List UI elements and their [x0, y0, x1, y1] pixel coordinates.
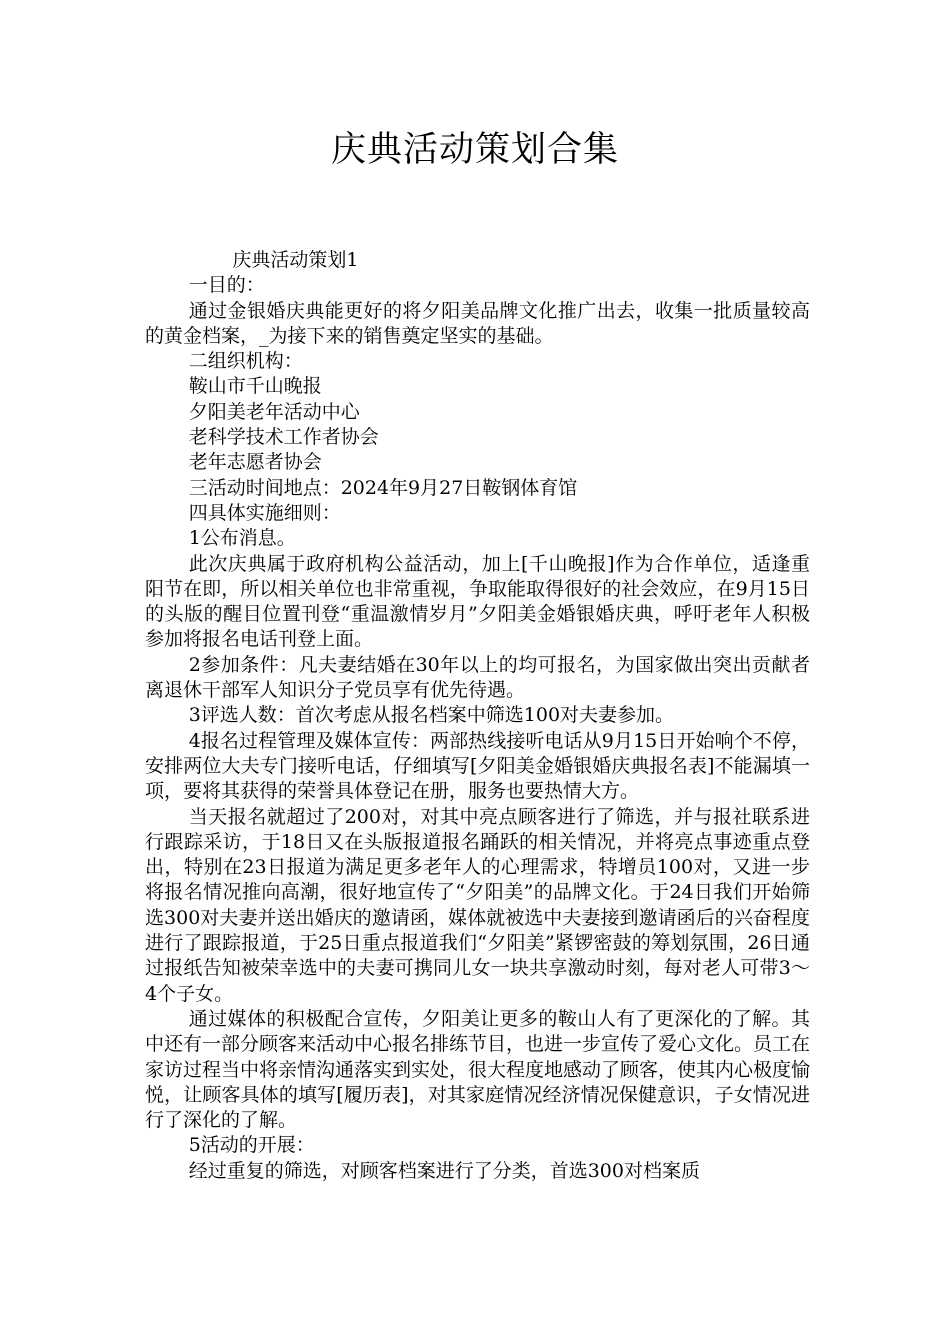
paragraph: 当天报名就超过了200对，对其中亮点顾客进行了筛选，并与报社联系进行跟踪采访，于18日又在头版报道报名踊跃的相关情况，并将亮点事迹重点登出，特别在23日报道为满足更多老年人的心理需求，特增员100对，又进一步将报名情况推向高潮，很好地宣传了“夕阳美”的品牌文化。于24日我们开始筛选300对夫妻并送出婚庆的邀请函，媒体就被选中夫妻接到邀请函后的兴奋程度进行了跟踪报道，于25日重点报道我们“夕阳美”紧锣密鼓的筹划氛围，26日通过报纸告知被荣幸选中的夫妻可携同儿女一块共享激动时刻，每对老人可带3～4个子女。 — [145, 805, 810, 1005]
paragraph: 四具体实施细则： — [188, 501, 341, 524]
paragraph: 经过重复的筛选，对顾客档案进行了分类，首选300对档案质 — [188, 1159, 700, 1182]
paragraph: 4报名过程管理及媒体宣传：两部热线接听电话从9月15日开始响个不停，安排两位大夫专门接听电话，仔细填写[夕阳美金婚银婚庆典报名表]不能漏填一项，要将其获得的荣誉具体登记在册，服务也要热情大方。 — [145, 729, 810, 803]
paragraph: 一目的： — [188, 274, 265, 297]
paragraph: 鞍山市千山晚报 — [188, 375, 322, 398]
paragraph: 二组织机构： — [188, 350, 303, 373]
paragraph: 通过金银婚庆典能更好的将夕阳美品牌文化推广出去，收集一批质量较高的黄金档案，_为接下来的销售奠定坚实的基础。 — [145, 299, 810, 347]
paragraph: 5活动的开展： — [188, 1134, 315, 1157]
paragraph: 通过媒体的积极配合宣传，夕阳美让更多的鞍山人有了更深化的了解。其中还有一部分顾客来活动中心报名排练节目，也进一步宣传了爱心文化。员工在家访过程当中将亲情沟通落实到实处，很大程度地感动了顾客，使其内心极度愉悦，让顾客具体的填写[履历表]，对其家庭情况经济情况保健意识，子女情况进行了深化的了解。 — [145, 1007, 811, 1132]
paragraph: 1公布消息。 — [188, 527, 296, 550]
paragraph: 三活动时间地点：2024年9月27日鞍钢体育馆 — [188, 476, 578, 499]
paragraph: 老科学技术工作者协会 — [188, 426, 379, 449]
paragraph: 老年志愿者协会 — [188, 451, 322, 474]
paragraph: 夕阳美老年活动中心 — [188, 400, 360, 423]
document-body — [145, 248, 810, 1184]
paragraph: 2参加条件：凡夫妻结婚在30年以上的均可报名，为国家做出突出贡献者离退休干部军人知识分子党员享有优先待遇。 — [145, 653, 810, 702]
document-title: 庆典活动策划合集 — [330, 130, 619, 170]
section-heading: 庆典活动策划1 — [232, 249, 359, 271]
paragraph: 3评选人数：首次考虑从报名档案中筛选100对夫妻参加。 — [188, 704, 675, 727]
paragraph: 此次庆典属于政府机构公益活动，加上[千山晚报]作为合作单位，适逢重阳节在即，所以相关单位也非常重视，争取能取得很好的社会效应，在9月15日的头版的醒目位置刊登“重温激情岁月”夕阳美金婚银婚庆典，呼吁老年人积极参加将报名电话刊登上面。 — [145, 552, 810, 651]
